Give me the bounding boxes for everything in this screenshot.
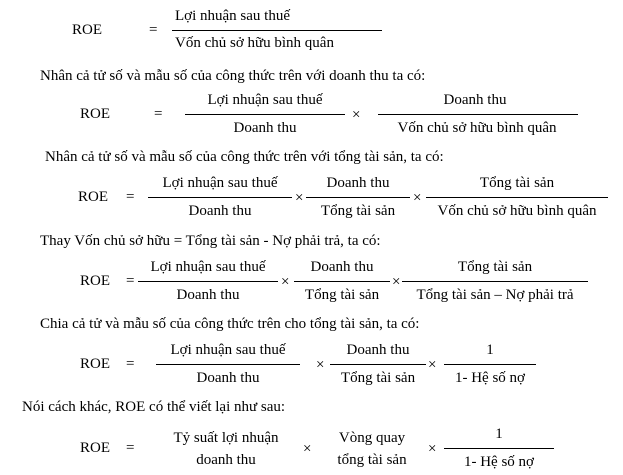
fraction-denominator: Vốn chủ sở hữu bình quân [437, 203, 597, 219]
fraction-bar [294, 281, 390, 282]
multiply-sign: × [392, 274, 401, 290]
term-line: tổng tài sản [337, 452, 407, 468]
fraction-denominator: Tổng tài sản – Nợ phải trả [416, 287, 574, 303]
fraction-denominator: Tổng tài sản [304, 287, 380, 303]
fraction-numerator: Lợi nhuận sau thuế [162, 175, 278, 191]
fraction-bar [185, 114, 345, 115]
fraction-numerator: Doanh thu [346, 342, 410, 358]
equals-sign: = [126, 189, 135, 205]
equals-sign: = [154, 106, 163, 122]
fraction-bar [148, 197, 292, 198]
roe-label: ROE [78, 189, 108, 205]
equals-sign: = [149, 22, 158, 38]
fraction-bar [156, 364, 300, 365]
fraction-numerator: Tổng tài sản [479, 175, 555, 191]
fraction-bar [378, 114, 578, 115]
fraction-bar [306, 197, 410, 198]
roe-label: ROE [80, 273, 110, 289]
fraction-numerator: Doanh thu [326, 175, 390, 191]
roe-label: ROE [72, 22, 102, 38]
fraction-numerator: 1 [486, 342, 494, 358]
fraction-bar [402, 281, 588, 282]
multiply-sign: × [281, 274, 290, 290]
fraction-denominator: Doanh thu [188, 203, 252, 219]
paragraph-text: Nhân cả tử số và mẫu số của công thức trên với doanh thu ta có: [40, 68, 426, 84]
fraction-numerator: Lợi nhuận sau thuế [175, 8, 290, 24]
roe-label: ROE [80, 106, 110, 122]
fraction-numerator: Lợi nhuận sau thuế [207, 92, 323, 108]
multiply-sign: × [316, 357, 325, 373]
term-line: Vòng quay [338, 430, 406, 446]
fraction-bar [330, 364, 426, 365]
equals-sign: = [126, 440, 135, 456]
fraction-numerator: 1 [495, 426, 503, 442]
fraction-denominator: 1- Hệ số nợ [454, 370, 525, 386]
fraction-bar [444, 448, 554, 449]
term-line: doanh thu [196, 452, 256, 468]
fraction-denominator: 1- Hệ số nợ [463, 454, 534, 470]
fraction-bar [172, 30, 382, 31]
multiply-sign: × [413, 190, 422, 206]
roe-label: ROE [80, 440, 110, 456]
fraction-numerator: Doanh thu [310, 259, 374, 275]
fraction-numerator: Tổng tài sản [457, 259, 533, 275]
fraction-denominator: Doanh thu [176, 287, 240, 303]
fraction-denominator: Tổng tài sản [320, 203, 396, 219]
multiply-sign: × [295, 190, 304, 206]
fraction-denominator: Doanh thu [196, 370, 260, 386]
roe-label: ROE [80, 356, 110, 372]
equals-sign: = [126, 356, 135, 372]
fraction-numerator: Doanh thu [443, 92, 507, 108]
multiply-sign: × [352, 107, 361, 123]
multiply-sign: × [428, 357, 437, 373]
fraction-bar [138, 281, 278, 282]
fraction-denominator: Tổng tài sản [340, 370, 416, 386]
paragraph-text: Nhân cả tử số và mẫu số của công thức trên với tổng tài sản, ta có: [45, 149, 444, 165]
paragraph-text: Chia cả tử và mẫu số của công thức trên cho tổng tài sản, ta có: [40, 316, 420, 332]
fraction-denominator: Vốn chủ sở hữu bình quân [397, 120, 557, 136]
fraction-denominator: Vốn chủ sở hữu bình quân [175, 35, 334, 51]
equals-sign: = [126, 273, 135, 289]
paragraph-text: Thay Vốn chủ sở hữu = Tổng tài sản - Nợ phải trả, ta có: [40, 233, 381, 249]
multiply-sign: × [303, 441, 312, 457]
fraction-numerator: Lợi nhuận sau thuế [150, 259, 266, 275]
fraction-bar [426, 197, 608, 198]
fraction-numerator: Lợi nhuận sau thuế [170, 342, 286, 358]
fraction-denominator: Doanh thu [233, 120, 297, 136]
term-line: Tỷ suất lợi nhuận [173, 430, 279, 446]
multiply-sign: × [428, 441, 437, 457]
fraction-bar [444, 364, 536, 365]
paragraph-text: Nói cách khác, ROE có thể viết lại như sau: [22, 399, 286, 415]
